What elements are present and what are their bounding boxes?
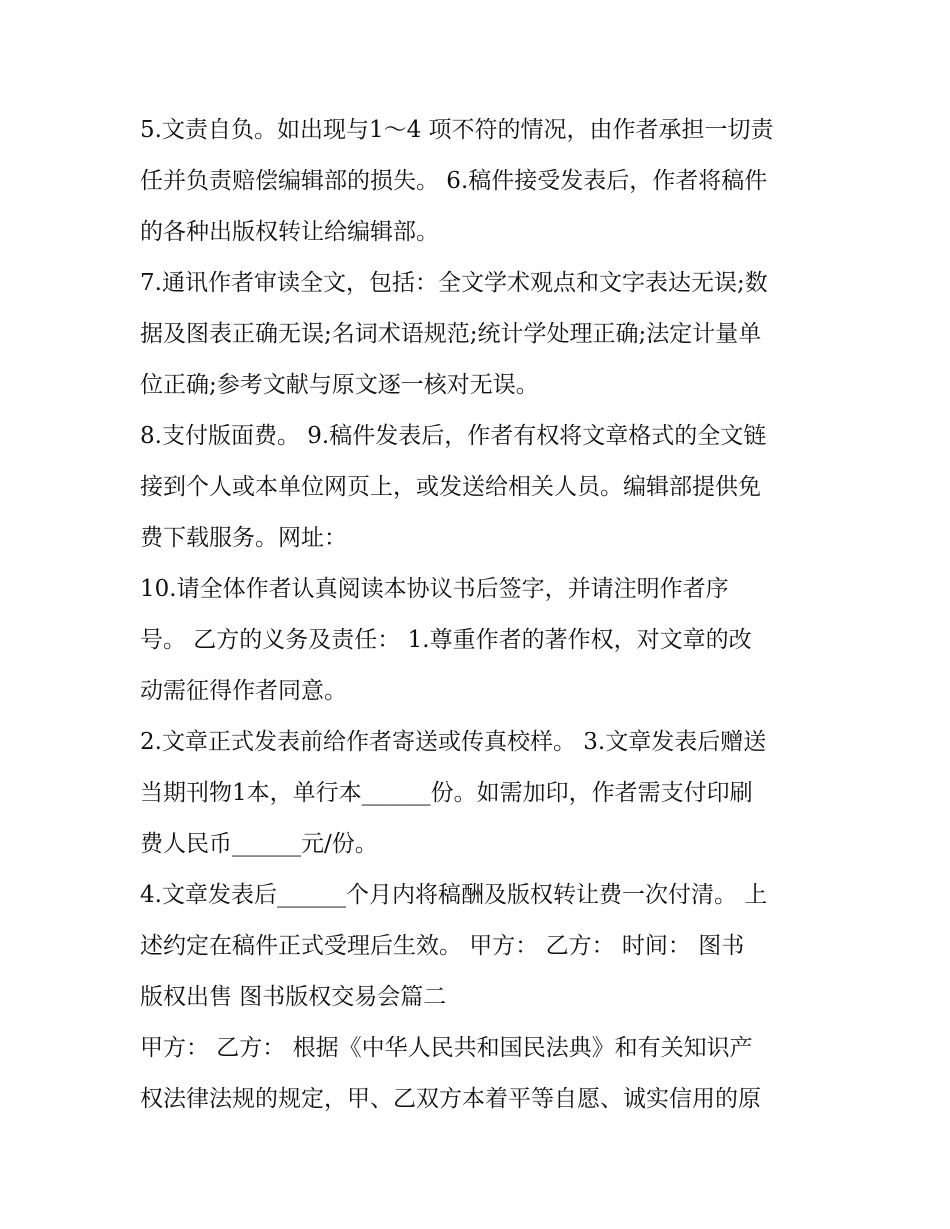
text-line: 任并负责赔偿编辑部的损失。 6.稿件接受发表后，作者将稿件 <box>140 168 768 194</box>
text-line: 甲方： 乙方： 根据《中华人民共和国民法典》和有关知识产 <box>140 1035 753 1061</box>
document-body <box>140 105 820 1125</box>
text-line: 述约定在稿件正式受理后生效。 甲方： 乙方： 时间： 图书 <box>140 933 745 959</box>
text-line: 动需征得作者同意。 <box>140 678 347 704</box>
text-line: 10.请全体作者认真阅读本协议书后签字，并请注明作者序 <box>140 576 729 602</box>
text-line: 接到个人或本单位网页上，或发送给相关人员。编辑部提供免 <box>140 474 761 500</box>
text-line: 权法律法规的规定，甲、乙双方本着平等自愿、诚实信用的原 <box>140 1086 761 1112</box>
text-line: 据及图表正确无误;名词术语规范;统计学处理正确;法定计量单 <box>140 321 762 347</box>
text-line: 位正确;参考文献与原文逐一核对无误。 <box>140 372 539 398</box>
text-line: 号。 乙方的义务及责任： 1.尊重作者的著作权，对文章的改 <box>140 627 752 653</box>
text-line: 2.文章正式发表前给作者寄送或传真校样。 3.文章发表后赠送 <box>140 729 767 755</box>
text-line: 5.文责自负。如出现与1～4 项不符的情况，由作者承担一切责 <box>140 117 774 143</box>
text-line: 费下载服务。网址： <box>140 525 347 551</box>
text-line: 的各种出版权转让给编辑部。 <box>140 219 439 245</box>
text-line: 4.文章发表后______个月内将稿酬及版权转让费一次付清。 上 <box>140 882 768 908</box>
text-line: 8.支付版面费。 9.稿件发表后，作者有权将文章格式的全文链 <box>140 423 767 449</box>
text-line: 版权出售 图书版权交易会篇二 <box>140 984 447 1010</box>
text-line: 当期刊物1本，单行本______份。如需加印，作者需支付印刷 <box>140 780 753 806</box>
text-line: 7.通讯作者审读全文，包括：全文学术观点和文字表达无误;数 <box>140 270 768 296</box>
text-line: 费人民币______元/份。 <box>140 831 378 857</box>
